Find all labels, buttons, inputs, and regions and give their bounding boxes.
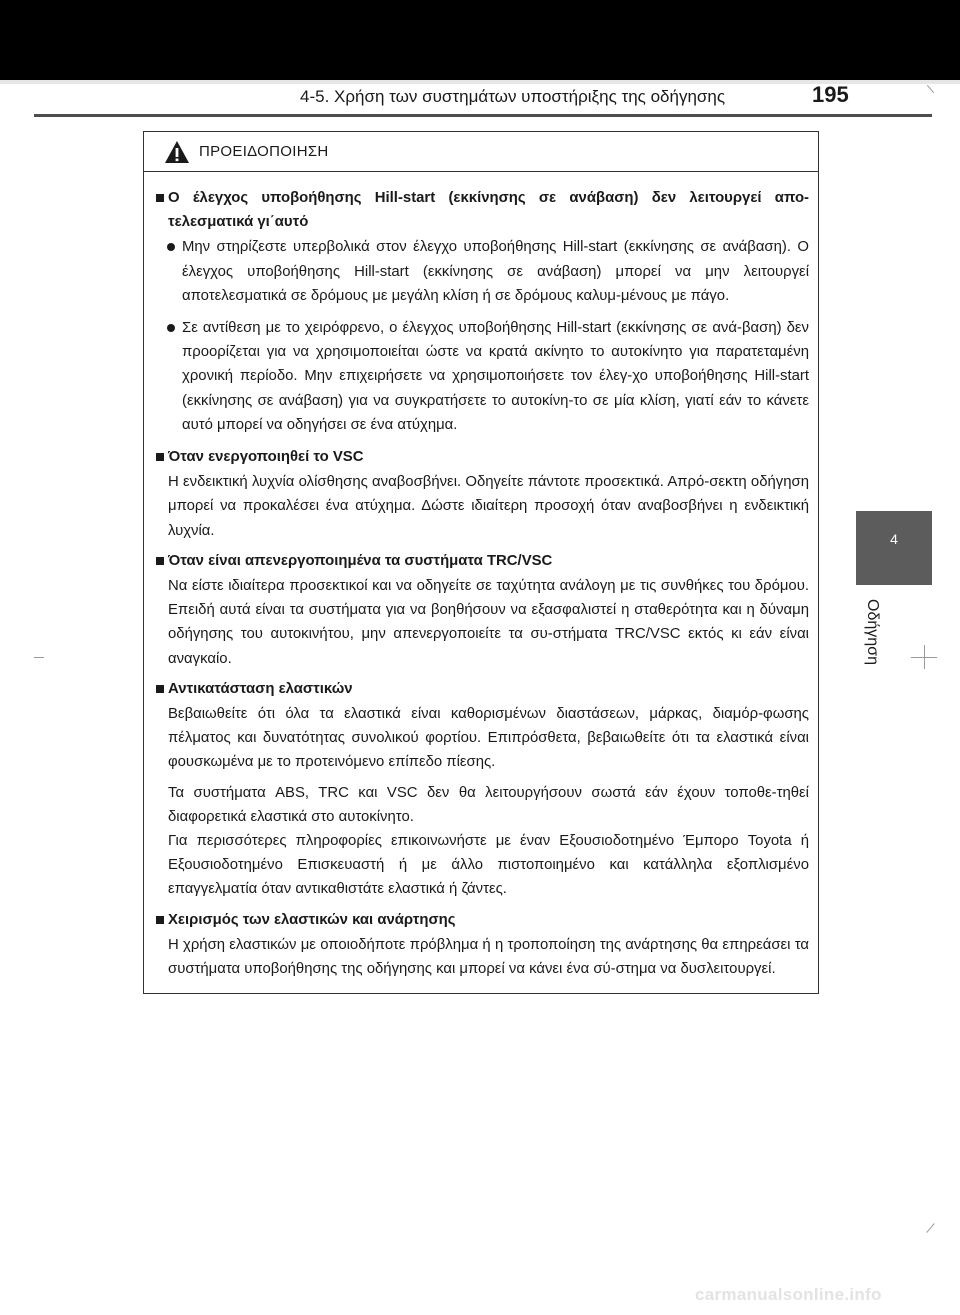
top-black-band xyxy=(0,0,960,80)
item-paragraph: Τα συστήματα ABS, TRC και VSC δεν θα λειτουργήσουν σωστά εάν έχουν τοποθε-τηθεί διαφορετικά ελαστικά στο αυτοκίνητο. xyxy=(168,784,809,825)
warning-item xyxy=(154,677,809,902)
crop-mark-left xyxy=(34,657,44,658)
watermark: carmanualsonline.info xyxy=(695,1285,882,1304)
warning-body xyxy=(144,172,818,981)
page-number: 195 xyxy=(812,82,849,107)
item-bullet: Σε αντίθεση με το χειρόφρενο, ο έλεγχος υποβοήθησης Hill-start (εκκίνησης σε ανά-βαση) δεν προορίζεται για να χρησιμοποιείται ώστε να κρατά ακίνητο το αυτοκίνητο για παρατεταμένη χρονική περίοδο. Μην επιχειρήσετε να χρησιμοποιήσετε τον έλεγ-χο υποβοήθησης Hill-start (εκκίνησης σε ανάβαση) για να συγκρατήσετε το αυτοκίνη-το σε μία κλίση, γιατί εάν το κάνετε αυτό μπορεί να οδηγήσει σε ένα ατύχημα. xyxy=(154,316,809,437)
item-paragraph: Η χρήση ελαστικών με οποιοδήποτε πρόβλημα ή η τροποποίηση της ανάρτησης θα επηρεάσει τα συστήματα υποβοήθησης της οδήγησης και μπορεί να κάνει ένα σύ-στημα να δυσλειτουργεί. xyxy=(168,936,809,978)
crop-mark-right-v xyxy=(924,645,925,669)
crop-mark-top-right xyxy=(927,85,934,93)
item-heading: Ο έλεγχος υποβοήθησης Hill-start (εκκίνησης σε ανάβαση) δεν λειτουργεί απο-τελεσματικά γι΄αυτό xyxy=(154,186,809,234)
warning-item xyxy=(154,549,809,671)
chapter-number: 4 xyxy=(890,531,898,547)
item-heading: Χειρισμός των ελαστικών και ανάρτησης xyxy=(154,908,809,932)
item-heading: Όταν ενεργοποιηθεί το VSC xyxy=(154,445,809,469)
chapter-label-text: Οδήγηση xyxy=(864,599,881,665)
warning-triangle-icon xyxy=(164,140,190,164)
chapter-label xyxy=(860,592,884,672)
warning-title: ΠΡΟΕΙΔΟΠΟΙΗΣΗ xyxy=(199,143,329,160)
section-title: 4-5. Χρήση των συστημάτων υποστήριξης της οδήγησης xyxy=(300,87,726,106)
warning-item xyxy=(154,186,809,437)
warning-item xyxy=(154,445,809,543)
item-bullet: Μην στηρίζεστε υπερβολικά στον έλεγχο υποβοήθησης Hill-start (εκκίνησης σε ανάβαση). Ο έλεγχος υποβοήθησης Hill-start (εκκίνησης σε ανάβαση) μπορεί να μην λειτουργεί αποτελεσματικά σε δρόμους με μεγάλη κλίση ή σε δρόμους καλυμ-μένους με πάγο. xyxy=(154,235,809,308)
item-heading: Αντικατάσταση ελαστικών xyxy=(154,677,809,701)
crop-mark-bottom-right xyxy=(926,1223,934,1233)
warning-box xyxy=(143,131,819,994)
chapter-tab[interactable] xyxy=(856,511,932,585)
item-paragraph: Για περισσότερες πληροφορίες επικοινωνήστε με έναν Εξουσιοδοτημένο Έμπορο Toyota ή Εξουσιοδοτημένο Επισκευαστή ή με άλλο πιστοποιημένο και κατάλληλα εξοπλισμένο επαγγελματία όταν αντικαθιστάτε ελαστικά ή ζάντες. xyxy=(168,833,809,898)
item-paragraph: Να είστε ιδιαίτερα προσεκτικοί και να οδηγείτε σε ταχύτητα ανάλογη με τις συνθήκες του δρόμου. Επειδή αυτά είναι τα συστήματα για να βοηθήσουν να εξασφαλιστεί η σταθερότητα και η δύναμη οδήγησης του αυτοκινήτου, μην απενεργοποιείτε τα συ-στήματα TRC/VSC εκτός κι εάν είναι αναγκαίο. xyxy=(168,578,809,667)
warning-item xyxy=(154,908,809,982)
header-rule xyxy=(34,114,932,117)
item-heading: Όταν είναι απενεργοποιημένα τα συστήματα TRC/VSC xyxy=(154,549,809,573)
item-paragraph: Η ενδεικτική λυχνία ολίσθησης αναβοσβήνει. Οδηγείτε πάντοτε προσεκτικά. Απρό-σεκτη οδήγηση μπορεί να προκαλέσει ένα ατύχημα. Δώστε ιδιαίτερη προσοχή όταν αναβοσβήνει η ενδεικτική λυχνία. xyxy=(168,474,809,539)
warning-header xyxy=(144,132,818,172)
item-paragraph: Βεβαιωθείτε ότι όλα τα ελαστικά είναι καθορισμένων διαστάσεων, μάρκας, διαμόρ-φωσης πέλματος και δυνατότητας συνολικού φορτίου. Επιπρόσθετα, βεβαιωθείτε ότι τα ελαστικά είναι φουσκωμένα με το προτεινόμενο επίπεδο πίεσης. xyxy=(168,706,809,771)
